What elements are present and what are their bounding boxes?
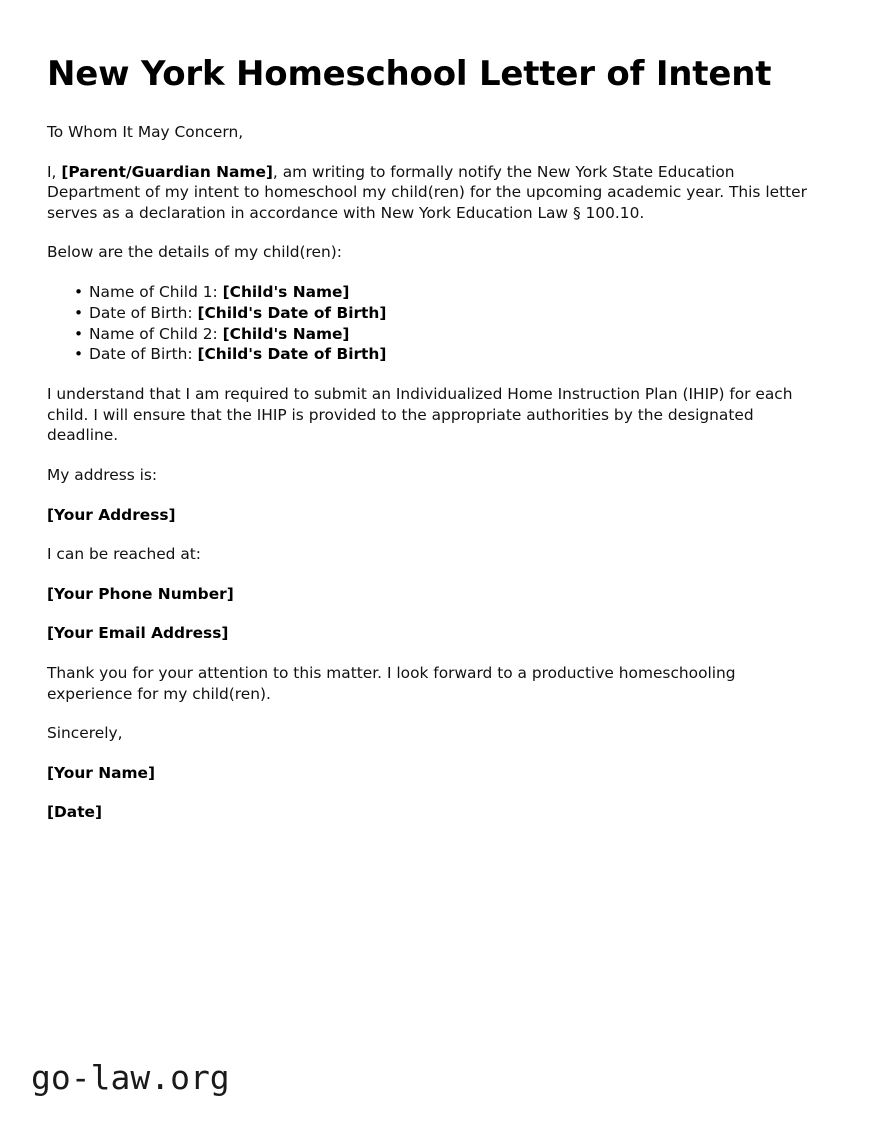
- list-item: [47, 282, 811, 303]
- list-item: [47, 303, 811, 324]
- list-item-field: [Child's Date of Birth]: [197, 345, 387, 364]
- email-address-field: [Your Email Address]: [47, 624, 229, 643]
- bullet-icon: •: [74, 283, 84, 302]
- list-item-label: Date of Birth:: [89, 303, 198, 322]
- address-field: [Your Address]: [47, 505, 176, 524]
- list-item-field: [Child's Name]: [222, 324, 350, 343]
- children-details-list: [47, 282, 811, 365]
- ihip-paragraph: I understand that I am required to submit an Individualized Home Instruction Plan (IHIP) for each child. I will ensure that the IHIP is provided to the appropriate authorities by the designated deadline.: [47, 385, 793, 445]
- intro-text-before: I,: [47, 162, 62, 181]
- intro-text-after: , am writing to formally notify the New York State Education Department of my intent to homeschool my child(ren) for the upcoming academic year. This letter serves as a declaration in accordance with New York Education Law § 100.10.: [47, 162, 807, 222]
- page-title: New York Homeschool Letter of Intent: [47, 54, 772, 94]
- phone-number-field: [Your Phone Number]: [47, 584, 234, 603]
- list-item-label: Date of Birth:: [89, 345, 198, 364]
- address-intro: My address is:: [47, 466, 158, 485]
- salutation: To Whom It May Concern,: [47, 123, 244, 142]
- closing-paragraph: Thank you for your attention to this matter. I look forward to a productive homeschooling experience for my child(ren).: [47, 664, 736, 703]
- letter-body: [47, 54, 811, 842]
- signoff: Sincerely,: [47, 724, 123, 743]
- bullet-icon: •: [74, 324, 84, 343]
- bullet-icon: •: [74, 303, 84, 322]
- date-field: [Date]: [47, 803, 103, 822]
- site-watermark: go-law.org: [31, 1058, 230, 1097]
- list-item-label: Name of Child 2:: [89, 324, 223, 343]
- contact-intro: I can be reached at:: [47, 545, 201, 564]
- bullet-icon: •: [74, 345, 84, 364]
- signer-name-field: [Your Name]: [47, 763, 156, 782]
- list-item: [47, 344, 811, 365]
- list-item: [47, 324, 811, 345]
- parent-guardian-name-field: [Parent/Guardian Name]: [61, 162, 273, 181]
- list-item-field: [Child's Name]: [222, 283, 350, 302]
- intro-paragraph: [47, 162, 811, 224]
- list-item-field: [Child's Date of Birth]: [197, 303, 387, 322]
- children-details-intro: Below are the details of my child(ren):: [47, 243, 342, 262]
- list-item-label: Name of Child 1:: [89, 283, 223, 302]
